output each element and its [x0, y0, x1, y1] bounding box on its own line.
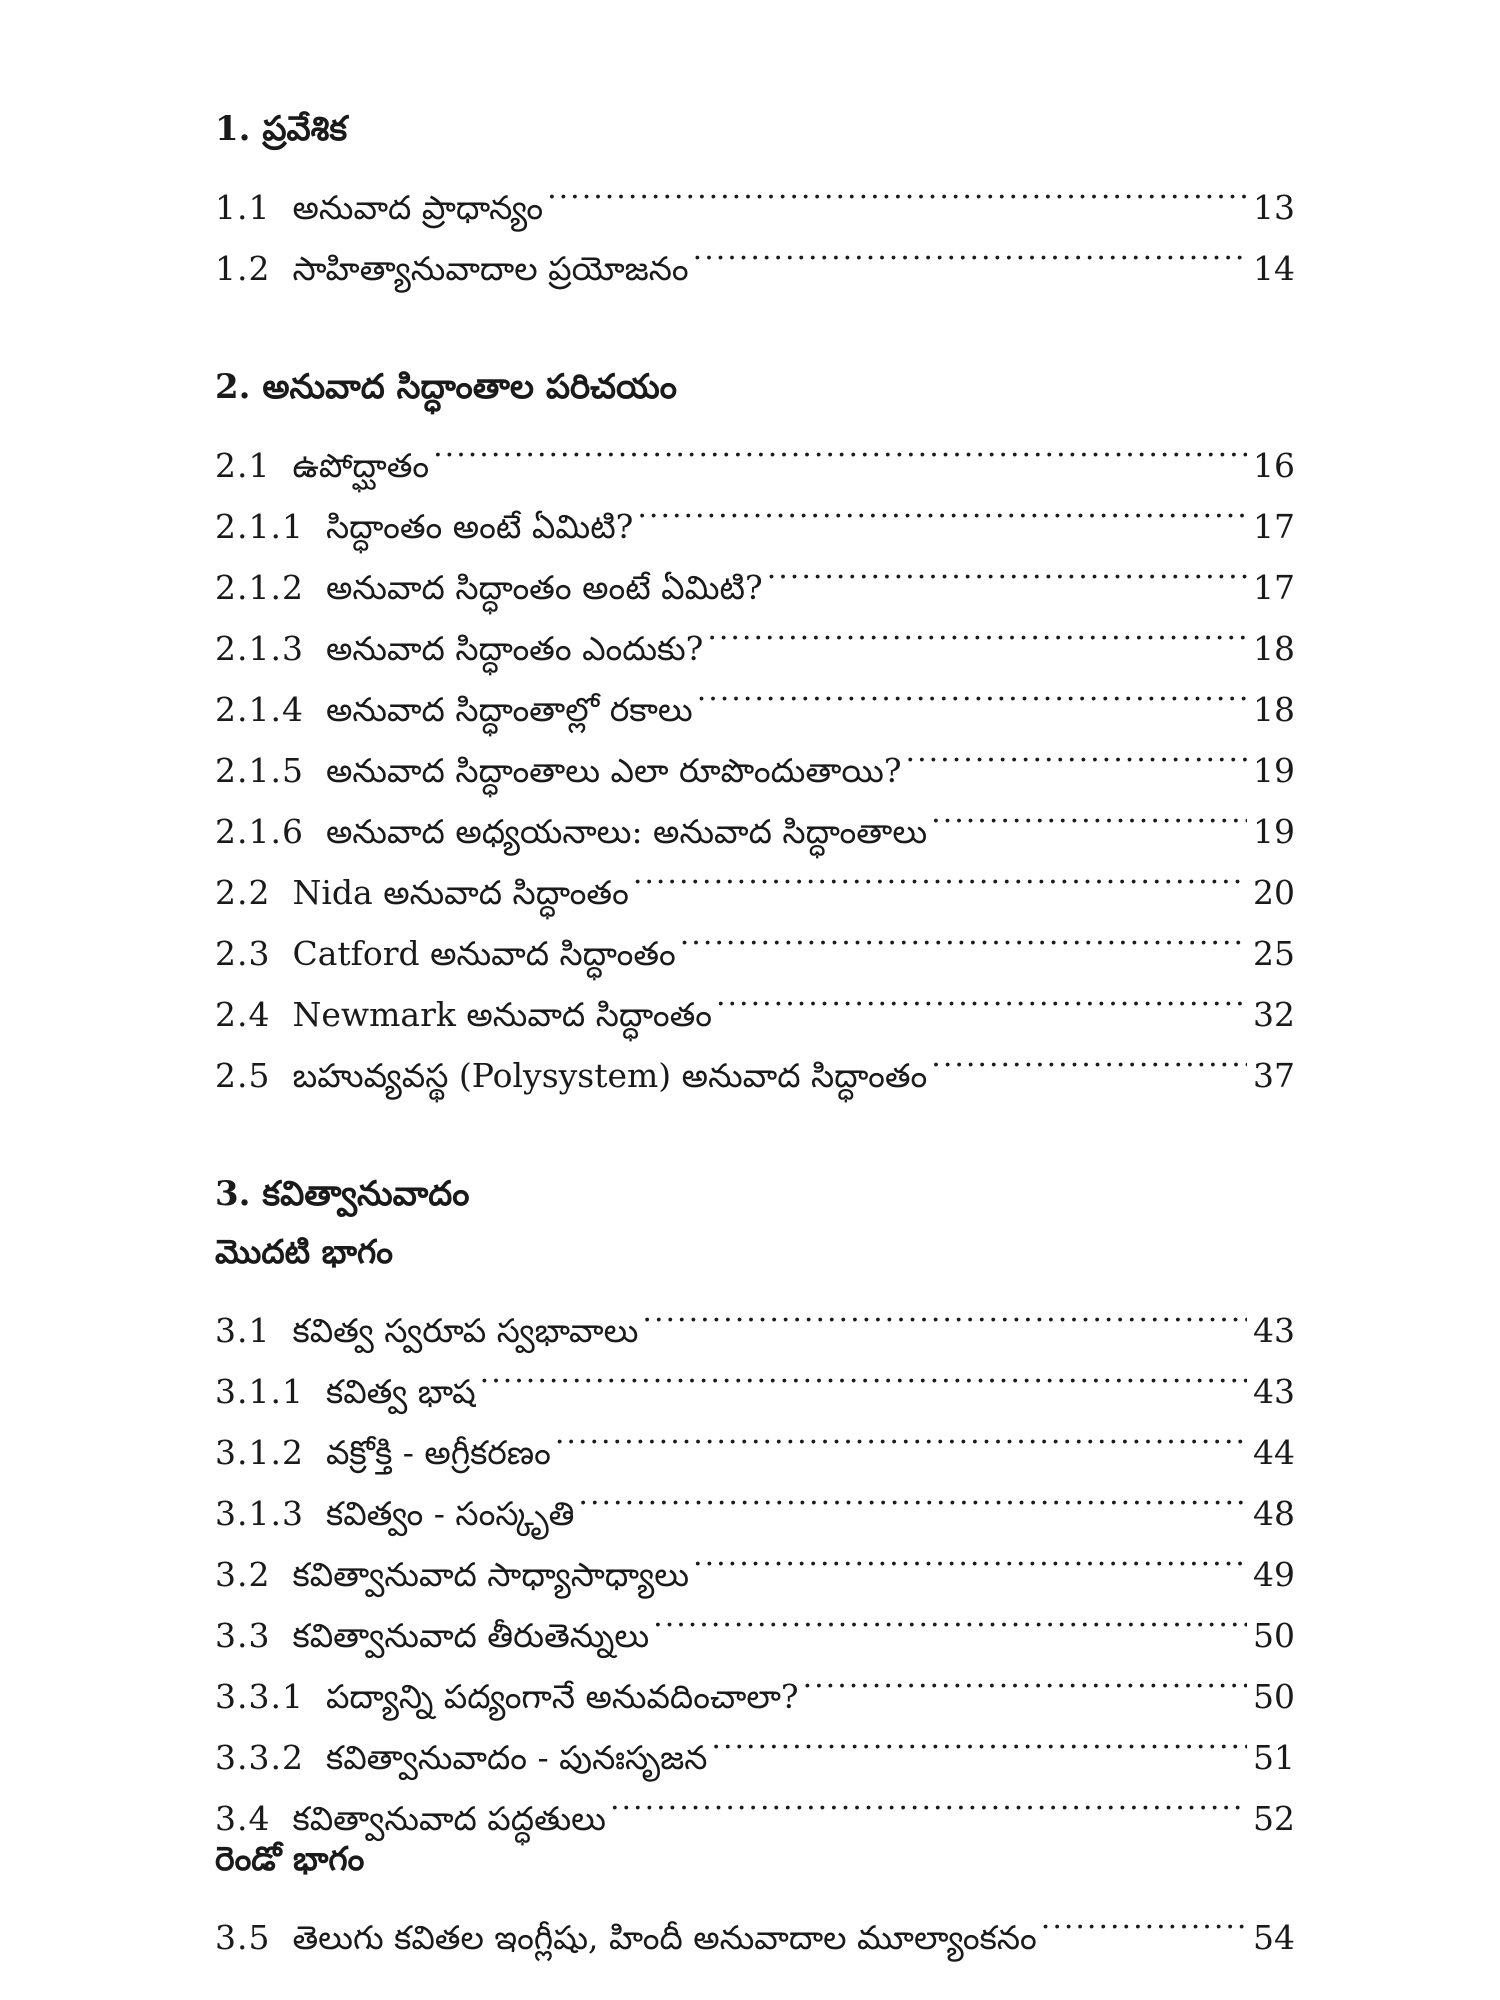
dot-leader	[480, 1342, 1247, 1403]
entry-number: 2.1.4	[215, 690, 304, 729]
toc-entry	[215, 158, 1295, 227]
dot-leader	[555, 1403, 1247, 1464]
part-heading: రెండో భాగం	[215, 1839, 365, 1878]
dot-leader	[707, 599, 1247, 660]
entry-number: 2.4	[215, 995, 271, 1034]
entry-page-number: 43	[1253, 1372, 1295, 1411]
dot-leader	[653, 1586, 1247, 1647]
dot-leader	[906, 721, 1247, 782]
entry-page-number: 32	[1253, 995, 1295, 1034]
entry-title: కవిత్వానువాదం - పునఃసృజన	[325, 1738, 708, 1777]
dot-leader	[767, 538, 1247, 599]
entry-page-number: 50	[1253, 1616, 1295, 1655]
section-1	[215, 100, 1295, 288]
section-2	[215, 358, 1295, 1095]
entry-page-number: 25	[1253, 934, 1295, 973]
dot-leader	[547, 158, 1247, 219]
table-of-contents	[215, 100, 1295, 1957]
entry-number: 3.1.1	[215, 1372, 304, 1411]
entry-page-number: 44	[1253, 1433, 1295, 1472]
entry-number: 3.3	[215, 1616, 271, 1655]
entry-number: 3.1.3	[215, 1494, 304, 1533]
dot-leader	[693, 1525, 1247, 1586]
entry-page-number: 18	[1253, 629, 1295, 668]
dot-leader	[931, 782, 1247, 843]
entry-number: 3.3.2	[215, 1738, 304, 1777]
section-title: 2. అనువాద సిద్ధాంతాల పరిచయం	[215, 367, 677, 407]
dot-leader	[610, 1769, 1247, 1830]
entry-title: కవిత్వ భాష	[325, 1372, 476, 1411]
dot-leader	[1041, 1888, 1247, 1949]
dot-leader	[637, 477, 1247, 538]
entry-title: Newmark అనువాద సిద్ధాంతం	[292, 995, 712, 1034]
entry-number: 2.1.3	[215, 629, 304, 668]
entry-number: 3.3.1	[215, 1677, 304, 1716]
entry-number: 2.3	[215, 934, 271, 973]
entry-number: 3.1	[215, 1311, 271, 1350]
dot-leader	[711, 1708, 1247, 1769]
entry-page-number: 54	[1253, 1918, 1295, 1957]
entry-number: 3.2	[215, 1555, 271, 1594]
dot-leader	[680, 904, 1247, 965]
entry-title: తెలుగు కవితల ఇంగ్లీషు, హిందీ అనువాదాల మూల్యాంకనం	[292, 1918, 1037, 1957]
dot-leader	[803, 1647, 1247, 1708]
entry-page-number: 43	[1253, 1311, 1295, 1350]
dot-leader	[931, 1026, 1247, 1087]
entry-number: 3.5	[215, 1918, 271, 1957]
dot-leader	[697, 660, 1247, 721]
entry-number: 2.5	[215, 1056, 271, 1095]
entry-number: 2.1.2	[215, 568, 304, 607]
section-3	[215, 1165, 1295, 1957]
entry-page-number: 17	[1253, 507, 1295, 546]
entry-number: 3.1.2	[215, 1433, 304, 1472]
part-heading: మొదటి భాగం	[215, 1232, 393, 1271]
entry-title: అనువాద అధ్యయనాలు: అనువాద సిద్ధాంతాలు	[325, 812, 928, 851]
entry-title: అనువాద సిద్ధాంతం అంటే ఏమిటి?	[325, 568, 763, 607]
toc-entry	[215, 1281, 1295, 1350]
dot-leader	[642, 1281, 1247, 1342]
entry-title: అనువాద సిద్ధాంతాలు ఎలా రూపొందుతాయి?	[325, 751, 902, 790]
dot-leader	[578, 1464, 1247, 1525]
entry-page-number: 19	[1253, 812, 1295, 851]
entry-title: సాహిత్యానువాదాల ప్రయోజనం	[292, 249, 689, 288]
dot-leader	[716, 965, 1247, 1026]
entry-number: 2.1.5	[215, 751, 304, 790]
entry-number: 3.4	[215, 1799, 271, 1838]
entry-title: అనువాద సిద్ధాంతం ఎందుకు?	[325, 629, 704, 668]
entry-title: అనువాద ప్రాధాన్యం	[292, 188, 544, 227]
entry-number: 2.2	[215, 873, 271, 912]
section-title: 1. ప్రవేశిక	[215, 109, 348, 149]
entry-number: 2.1.6	[215, 812, 304, 851]
entry-number: 1.1	[215, 188, 271, 227]
entry-page-number: 19	[1253, 751, 1295, 790]
dot-leader	[633, 843, 1247, 904]
entry-page-number: 17	[1253, 568, 1295, 607]
entry-page-number: 52	[1253, 1799, 1295, 1838]
section-title: 3. కవిత్వానువాదం	[215, 1174, 470, 1214]
toc-entry	[215, 1888, 1295, 1957]
toc-entry	[215, 416, 1295, 485]
entry-page-number: 20	[1253, 873, 1295, 912]
dot-leader	[433, 416, 1247, 477]
entry-page-number: 16	[1253, 446, 1295, 485]
entry-title: వక్రోక్తి - అగ్రీకరణం	[325, 1433, 551, 1472]
entry-page-number: 49	[1253, 1555, 1295, 1594]
entry-page-number: 51	[1253, 1738, 1295, 1777]
entry-title: అనువాద సిద్ధాంతాల్లో రకాలు	[325, 690, 693, 729]
entry-page-number: 48	[1253, 1494, 1295, 1533]
entry-number: 2.1.1	[215, 507, 304, 546]
entry-title: Catford అనువాద సిద్ధాంతం	[292, 934, 676, 973]
entry-number: 1.2	[215, 249, 271, 288]
entry-page-number: 18	[1253, 690, 1295, 729]
entry-title: పద్యాన్ని పద్యంగానే అనువదించాలా?	[325, 1677, 799, 1716]
entry-title: కవిత్వానువాద సాధ్యాసాధ్యాలు	[292, 1555, 690, 1594]
entry-title: కవిత్వానువాద తీరుతెన్నులు	[292, 1616, 650, 1655]
entry-title: ఉపోద్ఘాతం	[292, 446, 430, 485]
entry-title: బహువ్యవస్థ (Polysystem) అనువాద సిద్ధాంతం	[292, 1056, 928, 1095]
entry-title: కవిత్వ స్వరూప స్వభావాలు	[292, 1311, 639, 1350]
dot-leader	[693, 219, 1247, 280]
entry-page-number: 37	[1253, 1056, 1295, 1095]
entry-title: Nida అనువాద సిద్ధాంతం	[292, 873, 629, 912]
entry-page-number: 14	[1253, 249, 1295, 288]
entry-page-number: 13	[1253, 188, 1295, 227]
entry-number: 2.1	[215, 446, 271, 485]
entry-title: కవిత్వం - సంస్కృతి	[325, 1494, 575, 1533]
entry-title: కవిత్వానువాద పద్ధతులు	[292, 1799, 606, 1838]
entry-page-number: 50	[1253, 1677, 1295, 1716]
entry-title: సిద్ధాంతం అంటే ఏమిటి?	[325, 507, 634, 546]
